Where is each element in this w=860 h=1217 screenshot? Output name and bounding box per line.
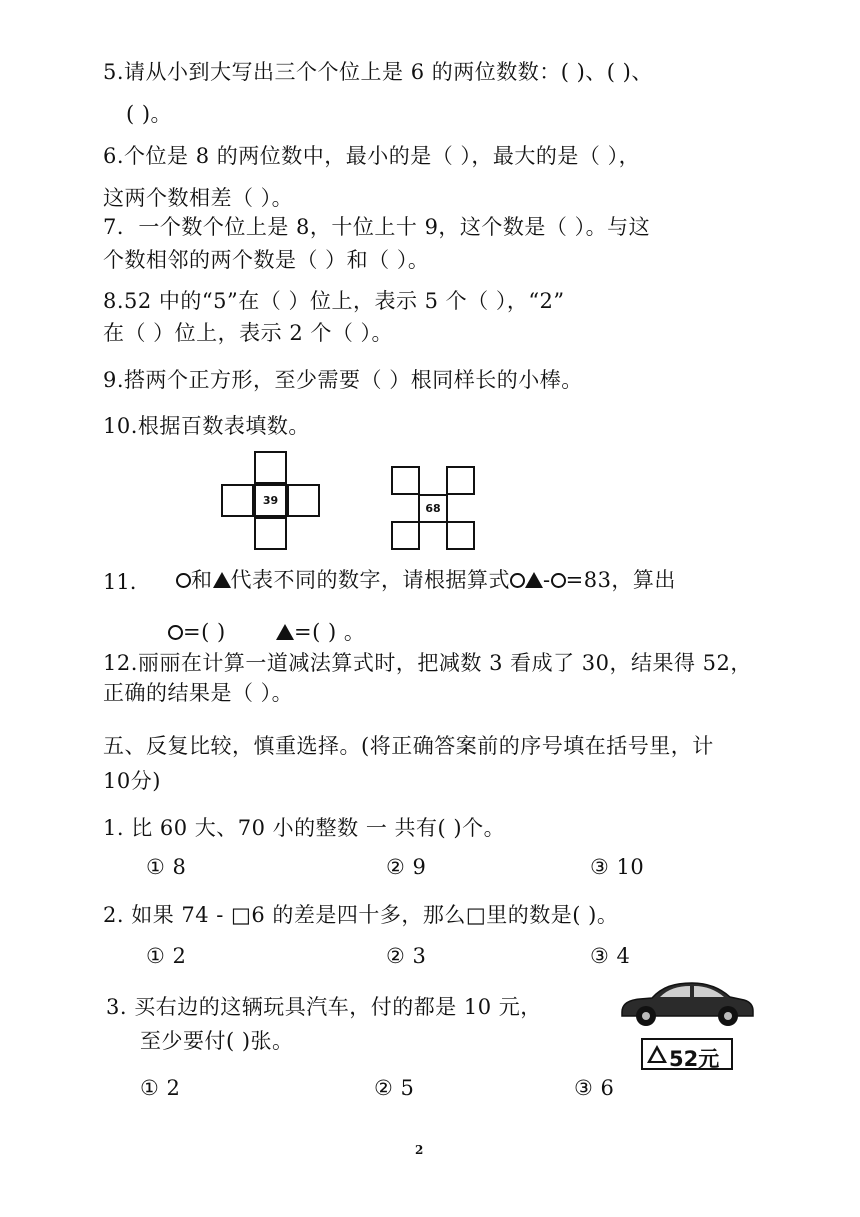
- page-number: 2: [415, 1143, 424, 1157]
- question-10: 10.根据百数表填数。: [103, 414, 310, 438]
- price-tag: [641, 1038, 733, 1070]
- section-5-heading-line-1: 五、反复比较，慎重选择。(将正确答案前的序号填在括号里，计: [103, 734, 714, 758]
- grid-cell-center: 39: [254, 484, 287, 517]
- question-7-line-2: 个数相邻的两个数是（ ）和（ ）。: [103, 248, 430, 272]
- hundred-chart-cross-grid: [221, 451, 320, 550]
- choice-option: ② 9: [386, 855, 427, 879]
- question-5-line-1: 5.请从小到大写出三个个位上是 6 的两位数数：( )、( )、: [103, 60, 653, 84]
- question-5-line-2: ( )。: [126, 102, 173, 126]
- choice-option: ③ 6: [574, 1076, 615, 1100]
- choice-option: ③ 4: [590, 944, 631, 968]
- question-11-number: 11.: [103, 570, 137, 594]
- circle-icon: [551, 573, 566, 588]
- question-11-line-1: 和 代表不同的数字，请根据算式 - =83，算出: [176, 570, 676, 591]
- triangle-icon: [647, 1045, 667, 1063]
- choice-question-2: 2. 如果 74 - □6 的差是四十多，那么□里的数是( )。: [103, 903, 619, 927]
- circle-icon: [510, 573, 525, 588]
- triangle-icon: [525, 572, 543, 588]
- choice-option: ③ 10: [590, 855, 645, 879]
- grid-cell-center: 68: [418, 494, 448, 523]
- choice-option: ① 8: [146, 855, 187, 879]
- grid-cell-bottom-left: [391, 521, 420, 550]
- grid-cell-top: [254, 451, 287, 484]
- question-8-line-1: 8.52 中的“5”在（ ）位上，表示 5 个（ ），“2”: [103, 289, 565, 313]
- grid-cell-bottom-right: [446, 521, 475, 550]
- circle-icon: [168, 625, 183, 640]
- question-9: 9.搭两个正方形，至少需要（ ）根同样长的小棒。: [103, 368, 583, 392]
- choice-question-3-line-2: 至少要付( )张。: [140, 1029, 294, 1053]
- choice-option: ② 5: [374, 1076, 415, 1100]
- choice-option: ① 2: [140, 1076, 181, 1100]
- question-12-line-2: 正确的结果是（ ）。: [103, 681, 294, 705]
- question-7-line-1: 7．一个数个位上是 8，十位上十 9，这个数是（ ）。与这: [103, 215, 651, 239]
- toy-car-icon: [618, 978, 756, 1030]
- question-12-line-1: 12.丽丽在计算一道减法算式时，把减数 3 看成了 30，结果得 52，: [103, 651, 752, 675]
- choice-question-3-line-1: 3. 买右边的这辆玩具汽车，付的都是 10 元，: [106, 995, 542, 1019]
- triangle-icon: [213, 572, 231, 588]
- grid-cell-top-left: [391, 466, 420, 495]
- hundred-chart-diagonal-grid: [391, 466, 475, 550]
- section-5-heading-line-2: 10分): [103, 769, 161, 793]
- grid-cell-bottom: [254, 517, 287, 550]
- grid-cell-right: [287, 484, 320, 517]
- choice-option: ② 3: [386, 944, 427, 968]
- triangle-icon: [276, 624, 294, 640]
- question-8-line-2: 在（ ）位上，表示 2 个（ ）。: [103, 321, 394, 345]
- question-11-answer-line: =( ) =( ) 。: [168, 622, 365, 643]
- circle-icon: [176, 573, 191, 588]
- question-6-line-2: 这两个数相差（ ）。: [103, 186, 294, 210]
- choice-option: ① 2: [146, 944, 187, 968]
- price-label: 52元: [669, 1047, 720, 1071]
- choice-question-1: 1. 比 60 大、70 小的整数 一 共有( )个。: [103, 816, 506, 840]
- grid-cell-top-right: [446, 466, 475, 495]
- question-6-line-1: 6.个位是 8 的两位数中，最小的是（ ），最大的是（ ），: [103, 144, 641, 168]
- grid-cell-left: [221, 484, 254, 517]
